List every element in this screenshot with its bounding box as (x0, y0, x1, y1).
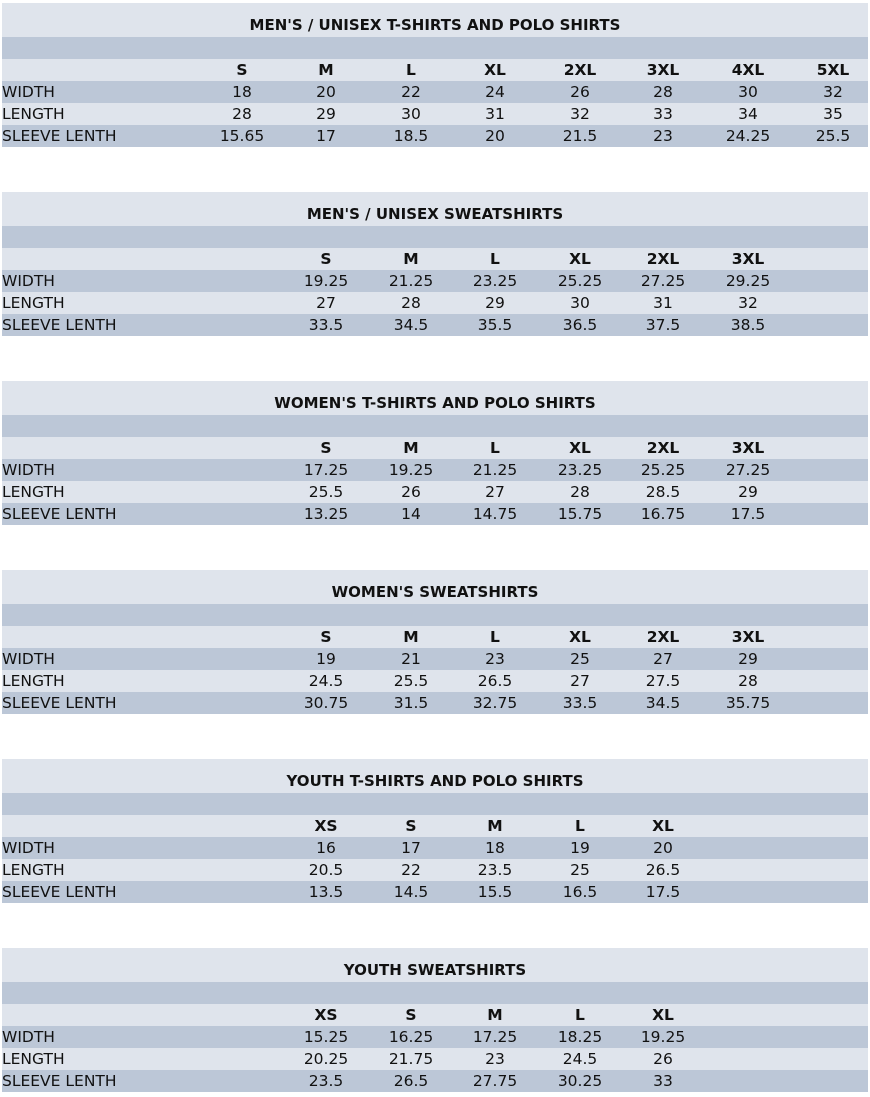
measurement-value: 26.5 (645, 861, 681, 879)
measurement-value: 27 (653, 650, 673, 668)
measurement-label: SLEEVE LENTH (2, 316, 117, 334)
measurement-value: 14.75 (472, 505, 518, 523)
measurement-value: 19 (316, 650, 336, 668)
table-title-row (2, 570, 868, 604)
measurement-value: 23.25 (557, 461, 603, 479)
measurement-label: WIDTH (2, 272, 55, 290)
measurement-value: 32 (823, 83, 843, 101)
measurement-label: WIDTH (2, 839, 55, 857)
measurement-label: SLEEVE LENTH (2, 127, 117, 145)
table-stripe-row (2, 604, 868, 626)
measurement-label: WIDTH (2, 83, 55, 101)
measurement-value: 23.25 (472, 272, 518, 290)
measurement-label: LENGTH (2, 294, 65, 312)
measurement-value: 18.5 (393, 127, 429, 145)
measurement-label: LENGTH (2, 105, 65, 123)
measurement-row (2, 859, 868, 881)
measurement-value: 18 (232, 83, 252, 101)
measurement-value: 36.5 (562, 316, 598, 334)
measurement-value: 13.5 (308, 883, 344, 901)
measurement-value: 23.5 (477, 861, 513, 879)
table-stripe-row (2, 37, 868, 59)
measurement-value: 26 (653, 1050, 673, 1068)
measurement-value: 20.25 (303, 1050, 349, 1068)
measurement-value: 14 (401, 505, 421, 523)
measurement-value: 25.25 (640, 461, 686, 479)
measurement-value: 28.5 (645, 483, 681, 501)
size-header-row (2, 248, 868, 270)
size-header-cell: 2XL (646, 250, 680, 268)
measurement-row (2, 81, 868, 103)
measurement-value: 26.5 (477, 672, 513, 690)
measurement-value: 28 (653, 83, 673, 101)
measurement-label: LENGTH (2, 672, 65, 690)
size-header-cell: XL (569, 439, 591, 457)
size-header-cell: L (490, 439, 500, 457)
table-stripe-row (2, 226, 868, 248)
measurement-value: 19.25 (303, 272, 349, 290)
measurement-value: 24.5 (308, 672, 344, 690)
measurement-value: 18 (485, 839, 505, 857)
measurement-value: 29 (316, 105, 336, 123)
measurement-value: 18.25 (557, 1028, 603, 1046)
measurement-value: 21.5 (562, 127, 598, 145)
measurement-value: 17 (316, 127, 336, 145)
table-title: MEN'S / UNISEX T-SHIRTS AND POLO SHIRTS (249, 16, 621, 34)
measurement-value: 33 (653, 1072, 673, 1090)
measurement-value: 19.25 (640, 1028, 686, 1046)
measurement-value: 27 (316, 294, 336, 312)
measurement-value: 31 (485, 105, 505, 123)
table-title: WOMEN'S SWEATSHIRTS (331, 583, 539, 601)
measurement-label: SLEEVE LENTH (2, 694, 117, 712)
measurement-value: 35 (823, 105, 843, 123)
measurement-value: 33 (653, 105, 673, 123)
size-header-cell: M (487, 817, 503, 835)
measurement-value: 17.5 (730, 505, 766, 523)
measurement-value: 25.5 (815, 127, 851, 145)
size-table (2, 381, 868, 525)
measurement-label: WIDTH (2, 650, 55, 668)
measurement-row (2, 459, 868, 481)
table-title: YOUTH T-SHIRTS AND POLO SHIRTS (286, 772, 584, 790)
measurement-value: 16.5 (562, 883, 598, 901)
measurement-value: 20.5 (308, 861, 344, 879)
measurement-value: 27 (570, 672, 590, 690)
measurement-value: 25.5 (393, 672, 429, 690)
size-table (2, 948, 868, 1092)
measurement-value: 14.5 (393, 883, 429, 901)
size-header-cell: S (405, 1006, 417, 1024)
size-header-cell: 3XL (731, 250, 765, 268)
measurement-value: 24.5 (562, 1050, 598, 1068)
table-title-row (2, 759, 868, 793)
measurement-value: 32.75 (472, 694, 518, 712)
measurement-value: 30 (738, 83, 758, 101)
size-header-cell: XL (652, 817, 674, 835)
measurement-value: 35.75 (725, 694, 771, 712)
size-header-cell: M (403, 439, 419, 457)
measurement-value: 32 (738, 294, 758, 312)
measurement-value: 32 (570, 105, 590, 123)
measurement-value: 19 (570, 839, 590, 857)
measurement-value: 31.5 (393, 694, 429, 712)
measurement-row (2, 125, 868, 147)
size-header-cell: S (320, 439, 332, 457)
measurement-value: 20 (485, 127, 505, 145)
size-header-cell: L (490, 628, 500, 646)
measurement-value: 33.5 (308, 316, 344, 334)
measurement-value: 28 (570, 483, 590, 501)
measurement-value: 29 (485, 294, 505, 312)
measurement-row (2, 503, 868, 525)
size-header-row (2, 626, 868, 648)
size-header-cell: M (318, 61, 334, 79)
measurement-value: 30 (570, 294, 590, 312)
size-header-cell: M (403, 250, 419, 268)
measurement-value: 26 (570, 83, 590, 101)
table-title: YOUTH SWEATSHIRTS (343, 961, 527, 979)
measurement-value: 17 (401, 839, 421, 857)
measurement-value: 17.25 (303, 461, 349, 479)
size-header-cell: M (487, 1006, 503, 1024)
size-header-cell: 2XL (563, 61, 597, 79)
measurement-value: 23 (485, 1050, 505, 1068)
measurement-value: 27.25 (640, 272, 686, 290)
measurement-value: 37.5 (645, 316, 681, 334)
measurement-value: 16 (316, 839, 336, 857)
measurement-value: 31 (653, 294, 673, 312)
size-header-cell: 3XL (646, 61, 680, 79)
measurement-value: 29 (738, 483, 758, 501)
measurement-value: 25 (570, 650, 590, 668)
measurement-value: 15.65 (219, 127, 265, 145)
size-header-cell: L (406, 61, 416, 79)
size-header-cell: XL (569, 250, 591, 268)
size-header-cell: XL (569, 628, 591, 646)
table-title-row (2, 381, 868, 415)
measurement-value: 23 (653, 127, 673, 145)
table-title: WOMEN'S T-SHIRTS AND POLO SHIRTS (274, 394, 596, 412)
measurement-value: 29 (738, 650, 758, 668)
measurement-value: 20 (316, 83, 336, 101)
measurement-value: 15.75 (557, 505, 603, 523)
measurement-value: 38.5 (730, 316, 766, 334)
size-table (2, 192, 868, 336)
measurement-value: 30 (401, 105, 421, 123)
measurement-value: 17.25 (472, 1028, 518, 1046)
size-header-cell: XL (652, 1006, 674, 1024)
size-header-cell: XS (314, 817, 338, 835)
measurement-value: 27 (485, 483, 505, 501)
table-stripe-row (2, 793, 868, 815)
measurement-value: 25 (570, 861, 590, 879)
measurement-row (2, 1070, 868, 1092)
measurement-label: LENGTH (2, 861, 65, 879)
measurement-value: 15.25 (303, 1028, 349, 1046)
measurement-value: 20 (653, 839, 673, 857)
table-title-row (2, 192, 868, 226)
size-header-row (2, 815, 868, 837)
measurement-value: 35.5 (477, 316, 513, 334)
measurement-row (2, 270, 868, 292)
size-header-cell: L (575, 817, 585, 835)
measurement-value: 25.25 (557, 272, 603, 290)
size-header-cell: S (320, 628, 332, 646)
measurement-value: 21 (401, 650, 421, 668)
measurement-row (2, 670, 868, 692)
measurement-value: 34.5 (393, 316, 429, 334)
measurement-value: 26 (401, 483, 421, 501)
measurement-row (2, 648, 868, 670)
size-header-cell: 3XL (731, 439, 765, 457)
size-header-cell: S (236, 61, 248, 79)
measurement-value: 27.75 (472, 1072, 518, 1090)
measurement-value: 28 (401, 294, 421, 312)
measurement-value: 22 (401, 861, 421, 879)
measurement-label: WIDTH (2, 461, 55, 479)
measurement-row (2, 481, 868, 503)
size-header-cell: L (575, 1006, 585, 1024)
measurement-row (2, 1026, 868, 1048)
measurement-row (2, 103, 868, 125)
measurement-row (2, 292, 868, 314)
measurement-value: 28 (232, 105, 252, 123)
size-header-cell: XL (484, 61, 506, 79)
size-header-cell: 4XL (731, 61, 765, 79)
table-title-row (2, 3, 868, 37)
measurement-value: 15.5 (477, 883, 513, 901)
measurement-value: 17.5 (645, 883, 681, 901)
measurement-value: 25.5 (308, 483, 344, 501)
size-header-cell: 3XL (731, 628, 765, 646)
measurement-value: 16.25 (388, 1028, 434, 1046)
size-table (2, 759, 868, 903)
measurement-value: 23.5 (308, 1072, 344, 1090)
measurement-row (2, 692, 868, 714)
table-stripe-row (2, 415, 868, 437)
measurement-value: 28 (738, 672, 758, 690)
table-title: MEN'S / UNISEX SWEATSHIRTS (306, 205, 564, 223)
measurement-value: 26.5 (393, 1072, 429, 1090)
measurement-label: WIDTH (2, 1028, 55, 1046)
measurement-row (2, 314, 868, 336)
measurement-value: 21.25 (472, 461, 518, 479)
measurement-value: 24 (485, 83, 505, 101)
measurement-value: 19.25 (388, 461, 434, 479)
measurement-value: 27.5 (645, 672, 681, 690)
measurement-value: 22 (401, 83, 421, 101)
measurement-value: 16.75 (640, 505, 686, 523)
size-table (2, 570, 868, 714)
measurement-label: SLEEVE LENTH (2, 505, 117, 523)
measurement-label: SLEEVE LENTH (2, 1072, 117, 1090)
size-header-cell: M (403, 628, 419, 646)
measurement-value: 34.5 (645, 694, 681, 712)
measurement-value: 29.25 (725, 272, 771, 290)
size-header-cell: XS (314, 1006, 338, 1024)
measurement-value: 27.25 (725, 461, 771, 479)
size-header-cell: S (405, 817, 417, 835)
table-stripe-row (2, 982, 868, 1004)
measurement-label: LENGTH (2, 483, 65, 501)
size-header-cell: S (320, 250, 332, 268)
size-header-cell: 2XL (646, 628, 680, 646)
size-table (2, 3, 868, 147)
size-header-row (2, 1004, 868, 1026)
measurement-label: LENGTH (2, 1050, 65, 1068)
measurement-value: 21.75 (388, 1050, 434, 1068)
size-header-cell: L (490, 250, 500, 268)
size-header-cell: 5XL (816, 61, 850, 79)
measurement-row (2, 837, 868, 859)
size-header-cell: 2XL (646, 439, 680, 457)
size-header-row (2, 437, 868, 459)
size-header-row (2, 59, 868, 81)
measurement-value: 33.5 (562, 694, 598, 712)
measurement-value: 30.25 (557, 1072, 603, 1090)
measurement-value: 23 (485, 650, 505, 668)
measurement-row (2, 1048, 868, 1070)
measurement-value: 21.25 (388, 272, 434, 290)
measurement-label: SLEEVE LENTH (2, 883, 117, 901)
measurement-value: 13.25 (303, 505, 349, 523)
measurement-value: 34 (738, 105, 758, 123)
table-title-row (2, 948, 868, 982)
measurement-value: 24.25 (725, 127, 771, 145)
measurement-value: 30.75 (303, 694, 349, 712)
measurement-row (2, 881, 868, 903)
